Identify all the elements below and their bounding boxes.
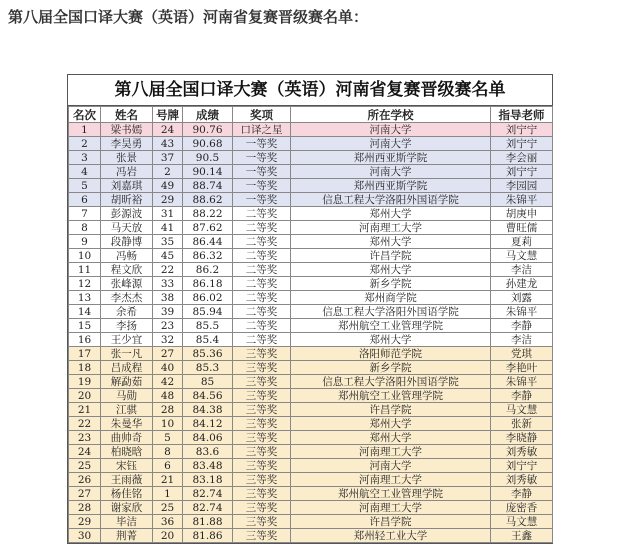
cell-name: 李昊勇 bbox=[101, 137, 153, 151]
cell-number: 49 bbox=[153, 179, 183, 193]
cell-teacher: 李晓静 bbox=[491, 431, 553, 445]
cell-teacher: 李会丽 bbox=[491, 151, 553, 165]
cell-rank: 7 bbox=[69, 207, 101, 221]
table-row bbox=[69, 305, 553, 319]
cell-school: 郑州航空工业管理学院 bbox=[291, 319, 491, 333]
cell-number: 22 bbox=[153, 263, 183, 277]
table-row bbox=[69, 487, 553, 501]
cell-school: 郑州西亚斯学院 bbox=[291, 151, 491, 165]
cell-teacher: 曹旺儒 bbox=[491, 221, 553, 235]
cell-school: 河南大学 bbox=[291, 165, 491, 179]
cell-rank: 21 bbox=[69, 403, 101, 417]
cell-school: 郑州大学 bbox=[291, 417, 491, 431]
cell-score: 87.62 bbox=[183, 221, 233, 235]
cell-award: 三等奖 bbox=[233, 529, 291, 543]
cell-school: 郑州大学 bbox=[291, 333, 491, 347]
table-row bbox=[69, 193, 553, 207]
cell-school: 河南大学 bbox=[291, 123, 491, 137]
cell-name: 王雨薇 bbox=[101, 473, 153, 487]
cell-teacher: 刘露 bbox=[491, 291, 553, 305]
cell-name: 王少宜 bbox=[101, 333, 153, 347]
cell-rank: 8 bbox=[69, 221, 101, 235]
cell-school: 郑州大学 bbox=[291, 207, 491, 221]
cell-score: 88.22 bbox=[183, 207, 233, 221]
cell-award: 三等奖 bbox=[233, 515, 291, 529]
cell-rank: 12 bbox=[69, 277, 101, 291]
cell-number: 42 bbox=[153, 375, 183, 389]
cell-school: 信息工程大学洛阳外国语学院 bbox=[291, 375, 491, 389]
cell-teacher: 李静 bbox=[491, 487, 553, 501]
cell-rank: 30 bbox=[69, 529, 101, 543]
cell-teacher: 孙建龙 bbox=[491, 277, 553, 291]
cell-name: 谢家欣 bbox=[101, 501, 153, 515]
results-sheet bbox=[67, 74, 553, 544]
cell-number: 28 bbox=[153, 403, 183, 417]
cell-rank: 17 bbox=[69, 347, 101, 361]
cell-number: 33 bbox=[153, 277, 183, 291]
cell-score: 82.74 bbox=[183, 501, 233, 515]
cell-score: 90.5 bbox=[183, 151, 233, 165]
cell-name: 张景 bbox=[101, 151, 153, 165]
cell-score: 81.86 bbox=[183, 529, 233, 543]
cell-rank: 5 bbox=[69, 179, 101, 193]
cell-number: 32 bbox=[153, 333, 183, 347]
cell-award: 二等奖 bbox=[233, 319, 291, 333]
cell-award: 二等奖 bbox=[233, 333, 291, 347]
table-row bbox=[69, 529, 553, 543]
cell-number: 45 bbox=[153, 249, 183, 263]
cell-award: 二等奖 bbox=[233, 291, 291, 305]
cell-name: 余希 bbox=[101, 305, 153, 319]
cell-rank: 1 bbox=[69, 123, 101, 137]
cell-teacher: 朱锦平 bbox=[491, 305, 553, 319]
cell-rank: 16 bbox=[69, 333, 101, 347]
cell-name: 冯岩 bbox=[101, 165, 153, 179]
table-row bbox=[69, 361, 553, 375]
cell-school: 郑州轻工业大学 bbox=[291, 529, 491, 543]
cell-name: 吕成程 bbox=[101, 361, 153, 375]
cell-name: 柏晓晗 bbox=[101, 445, 153, 459]
cell-name: 胡昕裕 bbox=[101, 193, 153, 207]
table-row bbox=[69, 151, 553, 165]
cell-number: 8 bbox=[153, 445, 183, 459]
header-score: 成绩 bbox=[183, 107, 233, 123]
cell-school: 河南大学 bbox=[291, 137, 491, 151]
cell-score: 86.18 bbox=[183, 277, 233, 291]
cell-rank: 9 bbox=[69, 235, 101, 249]
cell-score: 88.74 bbox=[183, 179, 233, 193]
cell-award: 三等奖 bbox=[233, 403, 291, 417]
cell-score: 85.94 bbox=[183, 305, 233, 319]
cell-school: 河南理工大学 bbox=[291, 473, 491, 487]
results-table bbox=[68, 106, 553, 543]
cell-number: 39 bbox=[153, 305, 183, 319]
table-row bbox=[69, 389, 553, 403]
cell-name: 杨佳铭 bbox=[101, 487, 153, 501]
cell-award: 二等奖 bbox=[233, 277, 291, 291]
cell-teacher: 李园园 bbox=[491, 179, 553, 193]
table-row bbox=[69, 431, 553, 445]
table-row bbox=[69, 277, 553, 291]
cell-number: 35 bbox=[153, 235, 183, 249]
cell-teacher: 党琪 bbox=[491, 347, 553, 361]
cell-school: 洛阳师范学院 bbox=[291, 347, 491, 361]
cell-number: 38 bbox=[153, 291, 183, 305]
cell-school: 新乡学院 bbox=[291, 277, 491, 291]
cell-rank: 27 bbox=[69, 487, 101, 501]
cell-score: 90.14 bbox=[183, 165, 233, 179]
cell-number: 37 bbox=[153, 151, 183, 165]
cell-school: 许昌学院 bbox=[291, 403, 491, 417]
cell-rank: 6 bbox=[69, 193, 101, 207]
cell-school: 郑州商学院 bbox=[291, 291, 491, 305]
cell-score: 86.44 bbox=[183, 235, 233, 249]
cell-rank: 28 bbox=[69, 501, 101, 515]
cell-number: 5 bbox=[153, 431, 183, 445]
cell-name: 刘嘉琪 bbox=[101, 179, 153, 193]
header-row bbox=[69, 107, 553, 123]
cell-award: 三等奖 bbox=[233, 501, 291, 515]
cell-name: 荆菁 bbox=[101, 529, 153, 543]
cell-rank: 11 bbox=[69, 263, 101, 277]
table-row bbox=[69, 319, 553, 333]
cell-score: 86.32 bbox=[183, 249, 233, 263]
cell-award: 三等奖 bbox=[233, 431, 291, 445]
cell-teacher: 朱锦平 bbox=[491, 375, 553, 389]
cell-rank: 2 bbox=[69, 137, 101, 151]
table-row bbox=[69, 459, 553, 473]
table-row bbox=[69, 179, 553, 193]
cell-rank: 13 bbox=[69, 291, 101, 305]
table-row bbox=[69, 501, 553, 515]
cell-rank: 14 bbox=[69, 305, 101, 319]
table-row bbox=[69, 403, 553, 417]
cell-award: 三等奖 bbox=[233, 417, 291, 431]
cell-teacher: 刘宁宁 bbox=[491, 459, 553, 473]
cell-teacher: 王鑫 bbox=[491, 529, 553, 543]
cell-number: 27 bbox=[153, 347, 183, 361]
header-number: 号牌 bbox=[153, 107, 183, 123]
cell-school: 许昌学院 bbox=[291, 249, 491, 263]
table-row bbox=[69, 137, 553, 151]
cell-award: 三等奖 bbox=[233, 361, 291, 375]
table-row bbox=[69, 291, 553, 305]
cell-rank: 3 bbox=[69, 151, 101, 165]
cell-score: 90.68 bbox=[183, 137, 233, 151]
cell-score: 85.3 bbox=[183, 361, 233, 375]
cell-rank: 18 bbox=[69, 361, 101, 375]
cell-award: 二等奖 bbox=[233, 249, 291, 263]
cell-award: 二等奖 bbox=[233, 305, 291, 319]
cell-award: 一等奖 bbox=[233, 137, 291, 151]
cell-score: 90.76 bbox=[183, 123, 233, 137]
cell-award: 二等奖 bbox=[233, 235, 291, 249]
cell-teacher: 刘宁宁 bbox=[491, 137, 553, 151]
cell-number: 1 bbox=[153, 487, 183, 501]
cell-rank: 26 bbox=[69, 473, 101, 487]
cell-rank: 15 bbox=[69, 319, 101, 333]
table-row bbox=[69, 515, 553, 529]
cell-school: 郑州大学 bbox=[291, 235, 491, 249]
cell-name: 张一凡 bbox=[101, 347, 153, 361]
cell-name: 江骐 bbox=[101, 403, 153, 417]
header-award: 奖项 bbox=[233, 107, 291, 123]
table-row bbox=[69, 417, 553, 431]
cell-award: 二等奖 bbox=[233, 263, 291, 277]
cell-rank: 22 bbox=[69, 417, 101, 431]
table-row bbox=[69, 375, 553, 389]
cell-name: 毕洁 bbox=[101, 515, 153, 529]
header-school: 所在学校 bbox=[291, 107, 491, 123]
cell-school: 许昌学院 bbox=[291, 515, 491, 529]
cell-score: 83.6 bbox=[183, 445, 233, 459]
cell-teacher: 李静 bbox=[491, 389, 553, 403]
cell-number: 36 bbox=[153, 515, 183, 529]
cell-score: 83.48 bbox=[183, 459, 233, 473]
cell-school: 郑州航空工业管理学院 bbox=[291, 487, 491, 501]
cell-score: 88.62 bbox=[183, 193, 233, 207]
cell-award: 三等奖 bbox=[233, 389, 291, 403]
cell-school: 河南大学 bbox=[291, 459, 491, 473]
table-row bbox=[69, 123, 553, 137]
cell-score: 82.74 bbox=[183, 487, 233, 501]
cell-rank: 29 bbox=[69, 515, 101, 529]
header-name: 姓名 bbox=[101, 107, 153, 123]
cell-name: 李杰杰 bbox=[101, 291, 153, 305]
cell-teacher: 张新 bbox=[491, 417, 553, 431]
table-row bbox=[69, 221, 553, 235]
cell-teacher: 庞密香 bbox=[491, 501, 553, 515]
cell-teacher: 李艳叶 bbox=[491, 361, 553, 375]
cell-score: 86.02 bbox=[183, 291, 233, 305]
cell-score: 83.18 bbox=[183, 473, 233, 487]
cell-number: 43 bbox=[153, 137, 183, 151]
cell-name: 段静博 bbox=[101, 235, 153, 249]
cell-score: 86.2 bbox=[183, 263, 233, 277]
cell-award: 二等奖 bbox=[233, 207, 291, 221]
cell-award: 二等奖 bbox=[233, 221, 291, 235]
sheet-title: 第八届全国口译大赛（英语）河南省复赛晋级赛名单 bbox=[68, 75, 552, 106]
cell-teacher: 马文慧 bbox=[491, 403, 553, 417]
cell-teacher: 李洁 bbox=[491, 263, 553, 277]
cell-teacher: 朱锦平 bbox=[491, 193, 553, 207]
cell-score: 85.36 bbox=[183, 347, 233, 361]
cell-name: 程文欣 bbox=[101, 263, 153, 277]
cell-award: 一等奖 bbox=[233, 179, 291, 193]
cell-name: 张峰源 bbox=[101, 277, 153, 291]
cell-number: 20 bbox=[153, 529, 183, 543]
cell-number: 23 bbox=[153, 319, 183, 333]
table-row bbox=[69, 235, 553, 249]
cell-name: 冯畅 bbox=[101, 249, 153, 263]
table-row bbox=[69, 333, 553, 347]
cell-name: 解勐茹 bbox=[101, 375, 153, 389]
cell-teacher: 胡庚申 bbox=[491, 207, 553, 221]
cell-score: 85.5 bbox=[183, 319, 233, 333]
cell-award: 口译之星 bbox=[233, 123, 291, 137]
cell-teacher: 马文慧 bbox=[491, 515, 553, 529]
cell-award: 一等奖 bbox=[233, 165, 291, 179]
cell-name: 曲帅奇 bbox=[101, 431, 153, 445]
cell-number: 29 bbox=[153, 193, 183, 207]
table-row bbox=[69, 249, 553, 263]
cell-award: 三等奖 bbox=[233, 459, 291, 473]
cell-rank: 10 bbox=[69, 249, 101, 263]
cell-award: 三等奖 bbox=[233, 347, 291, 361]
cell-teacher: 马文慧 bbox=[491, 249, 553, 263]
cell-school: 河南理工大学 bbox=[291, 221, 491, 235]
cell-name: 梁书嫣 bbox=[101, 123, 153, 137]
cell-number: 6 bbox=[153, 459, 183, 473]
cell-name: 朱曼华 bbox=[101, 417, 153, 431]
cell-teacher: 夏莉 bbox=[491, 235, 553, 249]
cell-number: 24 bbox=[153, 123, 183, 137]
cell-rank: 23 bbox=[69, 431, 101, 445]
table-row bbox=[69, 207, 553, 221]
cell-rank: 19 bbox=[69, 375, 101, 389]
cell-number: 41 bbox=[153, 221, 183, 235]
cell-teacher: 刘宁宁 bbox=[491, 165, 553, 179]
cell-award: 三等奖 bbox=[233, 375, 291, 389]
cell-score: 81.88 bbox=[183, 515, 233, 529]
cell-teacher: 李静 bbox=[491, 319, 553, 333]
cell-school: 新乡学院 bbox=[291, 361, 491, 375]
cell-number: 21 bbox=[153, 473, 183, 487]
header-rank: 名次 bbox=[69, 107, 101, 123]
cell-school: 郑州西亚斯学院 bbox=[291, 179, 491, 193]
cell-score: 84.38 bbox=[183, 403, 233, 417]
cell-teacher: 刘秀敏 bbox=[491, 473, 553, 487]
cell-name: 宋钰 bbox=[101, 459, 153, 473]
cell-number: 2 bbox=[153, 165, 183, 179]
page-heading: 第八届全国口译大赛（英语）河南省复赛晋级赛名单： bbox=[8, 8, 369, 26]
header-teacher: 指导老师 bbox=[491, 107, 553, 123]
cell-teacher: 李洁 bbox=[491, 333, 553, 347]
cell-number: 10 bbox=[153, 417, 183, 431]
table-row bbox=[69, 165, 553, 179]
table-row bbox=[69, 445, 553, 459]
cell-rank: 25 bbox=[69, 459, 101, 473]
cell-score: 84.12 bbox=[183, 417, 233, 431]
cell-score: 85 bbox=[183, 375, 233, 389]
cell-teacher: 刘秀敏 bbox=[491, 445, 553, 459]
cell-rank: 20 bbox=[69, 389, 101, 403]
cell-name: 彭源波 bbox=[101, 207, 153, 221]
cell-number: 40 bbox=[153, 361, 183, 375]
cell-teacher: 刘宁宁 bbox=[491, 123, 553, 137]
cell-name: 马天放 bbox=[101, 221, 153, 235]
cell-award: 三等奖 bbox=[233, 445, 291, 459]
cell-school: 信息工程大学洛阳外国语学院 bbox=[291, 193, 491, 207]
cell-name: 马勋 bbox=[101, 389, 153, 403]
cell-score: 84.06 bbox=[183, 431, 233, 445]
cell-name: 李扬 bbox=[101, 319, 153, 333]
cell-number: 48 bbox=[153, 389, 183, 403]
cell-school: 郑州航空工业管理学院 bbox=[291, 389, 491, 403]
cell-award: 一等奖 bbox=[233, 193, 291, 207]
cell-school: 郑州大学 bbox=[291, 431, 491, 445]
cell-award: 一等奖 bbox=[233, 151, 291, 165]
cell-rank: 4 bbox=[69, 165, 101, 179]
cell-number: 31 bbox=[153, 207, 183, 221]
table-row bbox=[69, 473, 553, 487]
cell-award: 三等奖 bbox=[233, 487, 291, 501]
cell-score: 84.56 bbox=[183, 389, 233, 403]
cell-score: 85.4 bbox=[183, 333, 233, 347]
cell-school: 信息工程大学洛阳外国语学院 bbox=[291, 305, 491, 319]
table-row bbox=[69, 263, 553, 277]
cell-award: 三等奖 bbox=[233, 473, 291, 487]
table-row bbox=[69, 347, 553, 361]
cell-number: 25 bbox=[153, 501, 183, 515]
cell-school: 河南理工大学 bbox=[291, 445, 491, 459]
cell-school: 郑州大学 bbox=[291, 263, 491, 277]
cell-school: 河南理工大学 bbox=[291, 501, 491, 515]
cell-rank: 24 bbox=[69, 445, 101, 459]
